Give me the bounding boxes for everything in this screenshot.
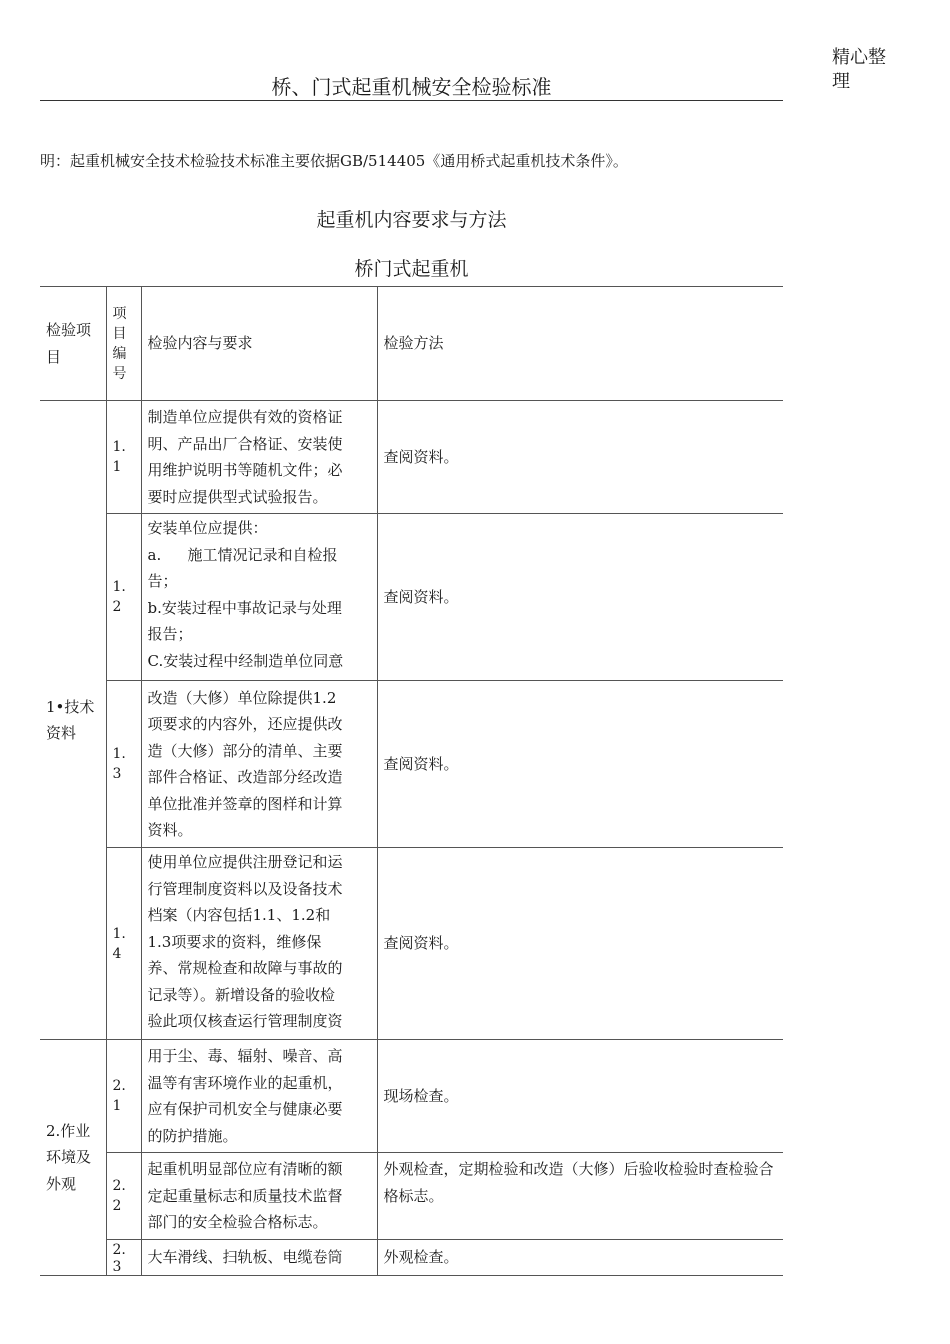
intro-paragraph: 明：起重机械安全技术检验技术标准主要依据GB/514405《通用桥式起重机技术条件》。 [40, 152, 628, 170]
item-code: 2.2 [106, 1153, 141, 1240]
list-marker: a. [147, 545, 162, 564]
category-cell: 2.作业环境及外观 [40, 1040, 106, 1276]
requirement-line: 应有保护司机安全与健康必要 [147, 1100, 343, 1118]
method-cell: 现场检查。 [377, 1040, 783, 1153]
document-title: 桥、门式起重机械安全检验标准 [40, 74, 783, 101]
requirement-cell [141, 514, 377, 681]
requirement-line: 报告； [147, 625, 193, 643]
requirement-line: 行管理制度资料以及设备技术 [147, 879, 343, 898]
requirement-line: 安装单位应提供： [147, 519, 268, 537]
item-code: 1.4 [106, 848, 141, 1040]
item-code: 2.1 [106, 1040, 141, 1153]
item-code: 1.1 [106, 401, 141, 514]
requirement-line: 项要求的内容外，还应提供改 [147, 715, 343, 733]
table-row [40, 401, 783, 514]
method-cell: 查阅资料。 [377, 681, 783, 848]
list-text: 施工情况记录和自检报 [187, 545, 338, 564]
requirement-cell [141, 1040, 377, 1153]
requirement-line: 使用单位应提供注册登记和运 [147, 853, 343, 871]
method-cell: 查阅资料。 [377, 514, 783, 681]
requirement-line: 部门的安全检验合格标志。 [147, 1213, 328, 1232]
requirement-cell [141, 401, 377, 514]
table-row [40, 848, 783, 1040]
requirement-line: 温等有害环境作业的起重机， [147, 1073, 343, 1092]
requirement-line: 明、产品出厂合格证、安装使 [147, 434, 343, 453]
requirement-line: 起重机明显部位应有清晰的额 [147, 1160, 343, 1179]
table-row [40, 1153, 783, 1240]
method-cell: 外观检查。 [377, 1240, 783, 1276]
header-code-char: 项 [112, 305, 127, 322]
requirement-line: 定起重量标志和质量技术监督 [147, 1186, 343, 1205]
item-code-text: 2.3 [112, 1242, 126, 1274]
table-row [40, 681, 783, 848]
requirement-line: 资料。 [147, 821, 193, 839]
requirement-line: 告； [147, 572, 178, 590]
method-cell: 外观检查，定期检验和改造（大修）后验收检验时查检验合格标志。 [377, 1153, 783, 1240]
table-row [40, 514, 783, 681]
requirement-line: 造（大修）部分的清单、主要 [147, 741, 343, 760]
item-code [106, 1240, 141, 1276]
header-method: 检验方法 [377, 287, 783, 401]
requirement-line: 改造（大修）单位除提供1.2 [147, 688, 337, 707]
category-cell: 1•技术资料 [40, 401, 106, 1040]
requirement-line: 单位批准并签章的图样和计算 [147, 794, 343, 813]
corner-note: 精心整理 [832, 47, 886, 92]
requirement-line: b.安装过程中事故记录与处理 [147, 598, 342, 617]
header-code-char: 目 [112, 325, 127, 342]
header-code [106, 287, 141, 401]
requirement-line: 要时应提供型式试验报告。 [147, 487, 328, 506]
item-code: 1.3 [106, 681, 141, 848]
section-title: 起重机内容要求与方法 [316, 209, 507, 231]
table-header-row [40, 287, 783, 401]
requirement-line: 1.3项要求的资料，维修保 [147, 932, 322, 951]
requirement-line: 用于尘、毒、辐射、噪音、高 [147, 1047, 343, 1065]
subsection-title: 桥门式起重机 [354, 258, 469, 280]
requirement-line: 制造单位应提供有效的资格证 [147, 408, 343, 426]
table-row [40, 1240, 783, 1276]
header-category: 检验项目 [40, 287, 106, 401]
inspection-table [40, 286, 783, 1276]
table-row [40, 1040, 783, 1153]
requirement-cell [141, 1153, 377, 1240]
method-cell: 查阅资料。 [377, 401, 783, 514]
requirement-line: 档案（内容包括1.1、1.2和 [147, 906, 331, 924]
header-code-char: 号 [112, 365, 127, 382]
requirement-cell [141, 848, 377, 1040]
requirement-line: 记录等）。新增设备的验收检 [147, 985, 336, 1004]
requirement-cell [141, 681, 377, 848]
header-requirement: 检验内容与要求 [141, 287, 377, 401]
requirement-line: 养、常规检查和故障与事故的 [147, 959, 343, 977]
requirement-line: 用维护说明书等随机文件；必 [147, 461, 343, 479]
requirement-line: 部件合格证、改造部分经改造 [147, 768, 343, 786]
header-code-char: 编 [112, 345, 127, 362]
item-code: 1.2 [106, 514, 141, 681]
requirement-line: C.安装过程中经制造单位同意 [147, 651, 344, 670]
requirement-cell [141, 1240, 377, 1276]
requirement-line: 大车滑线、扫轨板、电缆卷筒 [147, 1248, 343, 1267]
requirement-line: 的防护措施。 [147, 1126, 238, 1145]
requirement-line-a [148, 542, 371, 569]
requirement-line: 验此项仅核查运行管理制度资 [147, 1012, 343, 1030]
method-cell: 查阅资料。 [377, 848, 783, 1040]
